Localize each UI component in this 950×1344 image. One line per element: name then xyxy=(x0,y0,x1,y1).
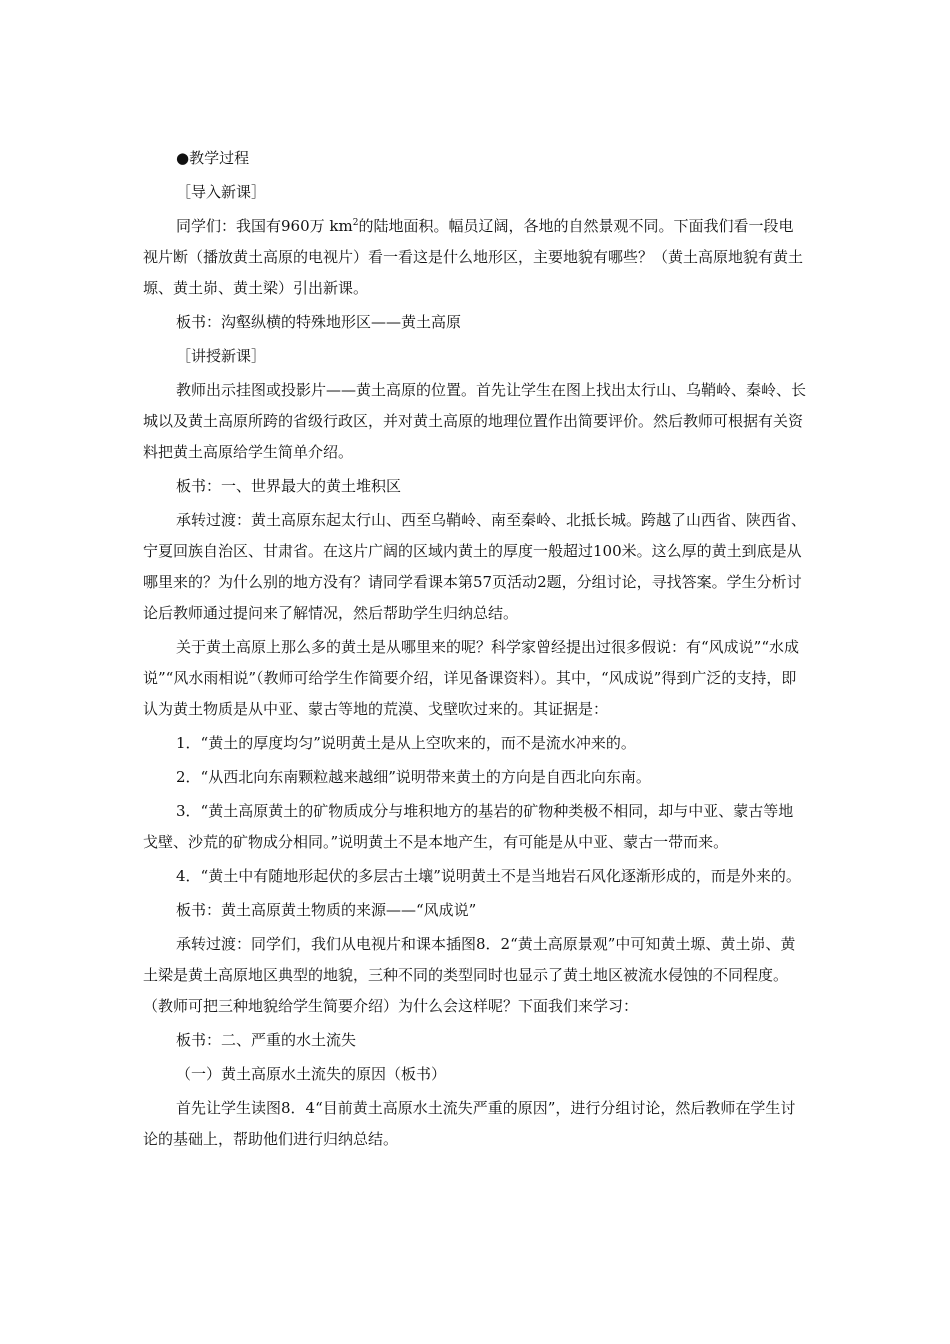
area-unit-superscript: 2 xyxy=(352,218,359,228)
evidence-item-3: 3．“黄土高原黄土的矿物质成分与堆积地方的基岩的矿物种类极不相同，却与中亚、蒙古等地戈壁、沙荒的矿物成分相同。”说明黄土不是本地产生，有可能是从中亚、蒙古一带而来。 xyxy=(143,802,794,851)
board-note-one: 板书：一、世界最大的黄土堆积区 xyxy=(176,477,402,495)
intro-text-b: 的陆地面积。幅员辽阔，各地的自然景观不同。下面我们看一段电视片断（播放黄土高原的电视片）看一看这是什么地形区，主要地貌有哪些？（黄土高原地貌有黄土塬、黄土峁、黄土梁）引出新课。 xyxy=(143,217,804,297)
board-note-two: 板书：二、严重的水土流失 xyxy=(176,1031,357,1049)
transition-paragraph-2: 承转过渡：同学们，我们从电视片和课本插图8．2“黄土高原景观”中可知黄土塬、黄土峁、黄土梁是黄土高原地区典型的地貌，三种不同的类型同时也显示了黄土地区被流水侵蚀的不同程度。（教师可把三种地貌给学生简要介绍）为什么会这样呢？下面我们来学习： xyxy=(143,935,796,1015)
final-paragraph: 首先让学生读图8．4“目前黄土高原水土流失严重的原因”，进行分组讨论，然后教师在学生讨论的基础上，帮助他们进行归纳总结。 xyxy=(143,1099,796,1148)
intro-paragraph xyxy=(143,211,807,304)
evidence-item-2: 2．“从西北向东南颗粒越来越细”说明带来黄土的方向是自西北向东南。 xyxy=(176,768,651,786)
board-note-title: 板书：沟壑纵横的特殊地形区——黄土高原 xyxy=(176,313,462,331)
teacher-paragraph: 教师出示挂图或投影片——黄土高原的位置。首先让学生在图上找出太行山、乌鞘岭、秦岭、长城以及黄土高原所跨的省级行政区，并对黄土高原的地理位置作出简要评价。然后教师可根据有关资料把黄土高原给学生简单介绍。 xyxy=(143,381,807,461)
intro-heading: ［导入新课］ xyxy=(176,183,267,201)
section-heading: ●教学过程 xyxy=(176,149,250,167)
sub-heading-causes: （一）黄土高原水土流失的原因（板书） xyxy=(176,1065,447,1083)
lecture-heading: ［讲授新课］ xyxy=(176,347,267,365)
theories-paragraph: 关于黄土高原上那么多的黄土是从哪里来的呢？科学家曾经提出过很多假说：有“风成说”“水成说”“风水雨相说”（教师可给学生作简要介绍，详见备课资料）。其中，“风成说”得到广泛的支持，即认为黄土物质是从中亚、蒙古等地的荒漠、戈壁吹过来的。其证据是： xyxy=(143,638,800,718)
intro-text-a: 同学们：我国有960万 km xyxy=(176,217,353,235)
evidence-item-4: 4．“黄土中有随地形起伏的多层古土壤”说明黄土不是当地岩石风化逐渐形成的，而是外来的。 xyxy=(176,867,801,885)
evidence-item-1: 1．“黄土的厚度均匀”说明黄土是从上空吹来的，而不是流水冲来的。 xyxy=(176,734,636,752)
board-note-wind-theory: 板书：黄土高原黄土物质的来源——“风成说” xyxy=(176,901,477,919)
lesson-plan-body xyxy=(143,143,807,1155)
transition-paragraph-1: 承转过渡：黄土高原东起太行山、西至乌鞘岭、南至秦岭、北抵长城。跨越了山西省、陕西省、宁夏回族自治区、甘肃省。在这片广阔的区域内黄土的厚度一般超过100米。这么厚的黄土到底是从哪里来的？为什么别的地方没有？请同学看课本第57页活动2题，分组讨论，寻找答案。学生分析讨论后教师通过提问来了解情况，然后帮助学生归纳总结。 xyxy=(143,511,807,622)
